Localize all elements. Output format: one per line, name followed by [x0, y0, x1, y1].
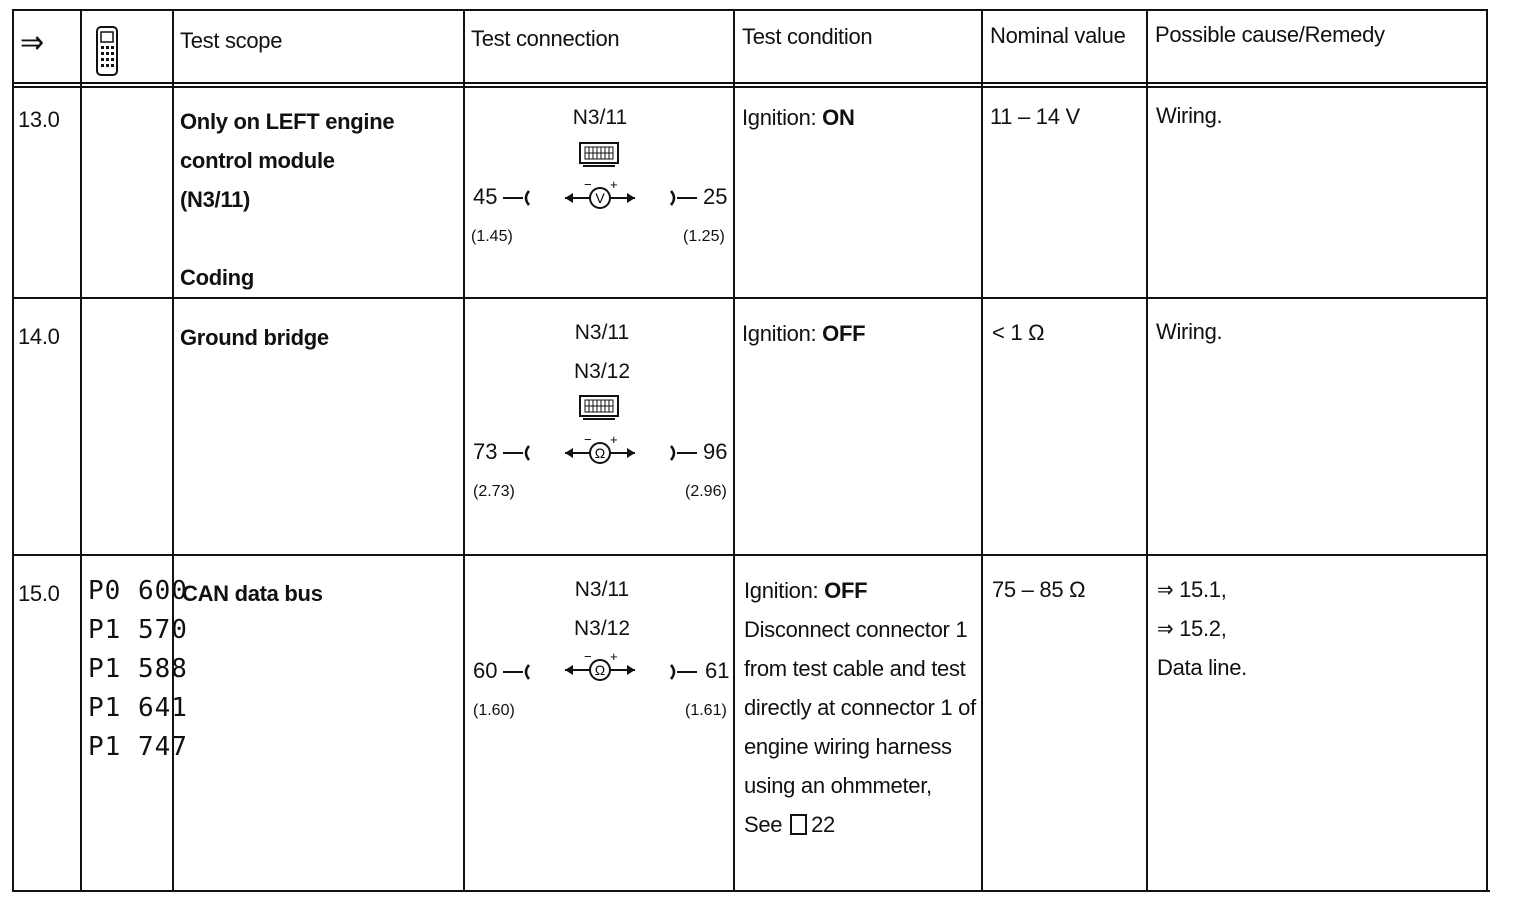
column-divider: [12, 9, 14, 892]
remedy-line: Data line.: [1157, 655, 1247, 680]
probe-right-icon: [667, 188, 699, 208]
fault-code: P0 600: [88, 576, 188, 606]
condition-line: using an ohmmeter,: [744, 773, 932, 798]
header-divider: [12, 86, 1488, 88]
table-border-right: [1486, 9, 1488, 892]
pin-left-sub: (1.60): [473, 702, 515, 719]
test-scope-line: Only on LEFT engine: [180, 109, 395, 134]
test-box-icon: [579, 395, 619, 421]
header-test-scope: Test scope: [180, 28, 283, 53]
pin-right-sub: (2.96): [685, 483, 727, 500]
voltmeter-icon: [563, 180, 637, 214]
pin-left: 60: [473, 658, 498, 683]
header-divider: [12, 82, 1488, 84]
fault-code: P1 641: [88, 693, 188, 723]
row-divider: [12, 554, 1488, 556]
header-arrow: ⇒: [20, 24, 44, 60]
pin-right: 61: [705, 658, 730, 683]
header-nominal-value: Nominal value: [990, 23, 1126, 48]
probe-right-icon: [667, 662, 699, 682]
column-divider: [80, 9, 82, 892]
test-scope-line: CAN data bus: [182, 581, 323, 606]
condition-line: engine wiring harness: [744, 734, 952, 759]
test-condition: [742, 98, 855, 137]
svg-text:−: −: [584, 180, 592, 192]
remedy-line[interactable]: ⇒ 15.1,: [1157, 577, 1227, 602]
test-scope-line: control module: [180, 148, 335, 173]
nominal-value: 75 – 85 Ω: [992, 577, 1086, 602]
condition-line: directly at connector 1 of: [744, 695, 976, 720]
svg-text:−: −: [584, 435, 592, 447]
header-test-connection: Test connection: [471, 26, 620, 51]
header-test-condition: Test condition: [742, 24, 873, 49]
pin-left-sub: (2.73): [473, 483, 515, 500]
ohmmeter-icon: [563, 435, 637, 469]
nominal-value: < 1 Ω: [992, 320, 1045, 345]
nominal-value: 11 – 14 V: [990, 104, 1080, 129]
step-number: 14.0: [18, 324, 60, 349]
test-condition: [744, 571, 867, 610]
module-label: N3/12: [573, 617, 631, 640]
pin-left-sub: (1.45): [471, 228, 513, 245]
header-possible-cause: Possible cause/Remedy: [1155, 22, 1385, 47]
see-label: See: [744, 812, 783, 837]
fault-code: P1 747: [88, 732, 188, 762]
remedy-line[interactable]: ⇒ 15.2,: [1157, 616, 1227, 641]
svg-text:−: −: [584, 652, 592, 664]
module-label: N3/11: [572, 106, 628, 129]
test-connection-diagram: [467, 572, 737, 732]
remedy-line: Wiring.: [1156, 319, 1223, 344]
table-border-bottom: [12, 890, 1490, 892]
column-divider: [981, 9, 983, 892]
fault-code: P1 588: [88, 654, 188, 684]
condition-line: from test cable and test: [744, 656, 966, 681]
module-label: N3/11: [574, 321, 630, 344]
probe-right-icon: [667, 443, 699, 463]
column-divider: [1146, 9, 1148, 892]
condition-label: Ignition:: [742, 105, 823, 130]
condition-line: Disconnect connector 1: [744, 617, 968, 642]
module-label: N3/11: [574, 578, 630, 601]
test-scope-note: Coding: [180, 265, 254, 290]
remedy-line: Wiring.: [1156, 103, 1223, 128]
svg-text:+: +: [610, 652, 618, 664]
condition-label: Ignition:: [744, 578, 825, 603]
condition-state: OFF: [824, 578, 868, 603]
condition-state: ON: [822, 105, 855, 130]
manual-reference-icon: [790, 814, 807, 835]
svg-text:+: +: [610, 180, 618, 192]
pin-left: 45: [473, 184, 498, 209]
test-connection-diagram: [467, 315, 737, 515]
condition-state: OFF: [822, 321, 866, 346]
probe-left-icon: [501, 188, 533, 208]
test-box-icon: [579, 142, 619, 168]
table-border-top: [12, 9, 1488, 11]
condition-label: Ignition:: [742, 321, 823, 346]
pin-right-sub: (1.25): [683, 228, 725, 245]
module-label: N3/12: [573, 360, 631, 383]
meter-symbol: V: [595, 190, 605, 206]
hand-held-tester-icon: [96, 26, 118, 88]
pin-right: 25: [703, 184, 728, 209]
step-number: 13.0: [18, 107, 60, 132]
pin-right: 96: [703, 439, 728, 464]
test-scope-line: Ground bridge: [180, 325, 329, 350]
reference-number[interactable]: 22: [811, 812, 835, 837]
pin-left: 73: [473, 439, 498, 464]
test-scope-line: (N3/11): [180, 187, 251, 212]
test-connection-diagram: [465, 100, 735, 260]
meter-symbol: Ω: [594, 445, 606, 461]
row-divider: [12, 297, 1488, 299]
ohmmeter-icon: [563, 652, 637, 686]
test-condition: [742, 314, 865, 353]
condition-see-reference: [744, 805, 835, 844]
fault-code: P1 570: [88, 615, 188, 645]
probe-left-icon: [501, 662, 533, 682]
probe-left-icon: [501, 443, 533, 463]
meter-symbol: Ω: [594, 662, 606, 678]
step-number: 15.0: [18, 581, 60, 606]
pin-right-sub: (1.61): [685, 702, 727, 719]
svg-text:+: +: [610, 435, 618, 447]
